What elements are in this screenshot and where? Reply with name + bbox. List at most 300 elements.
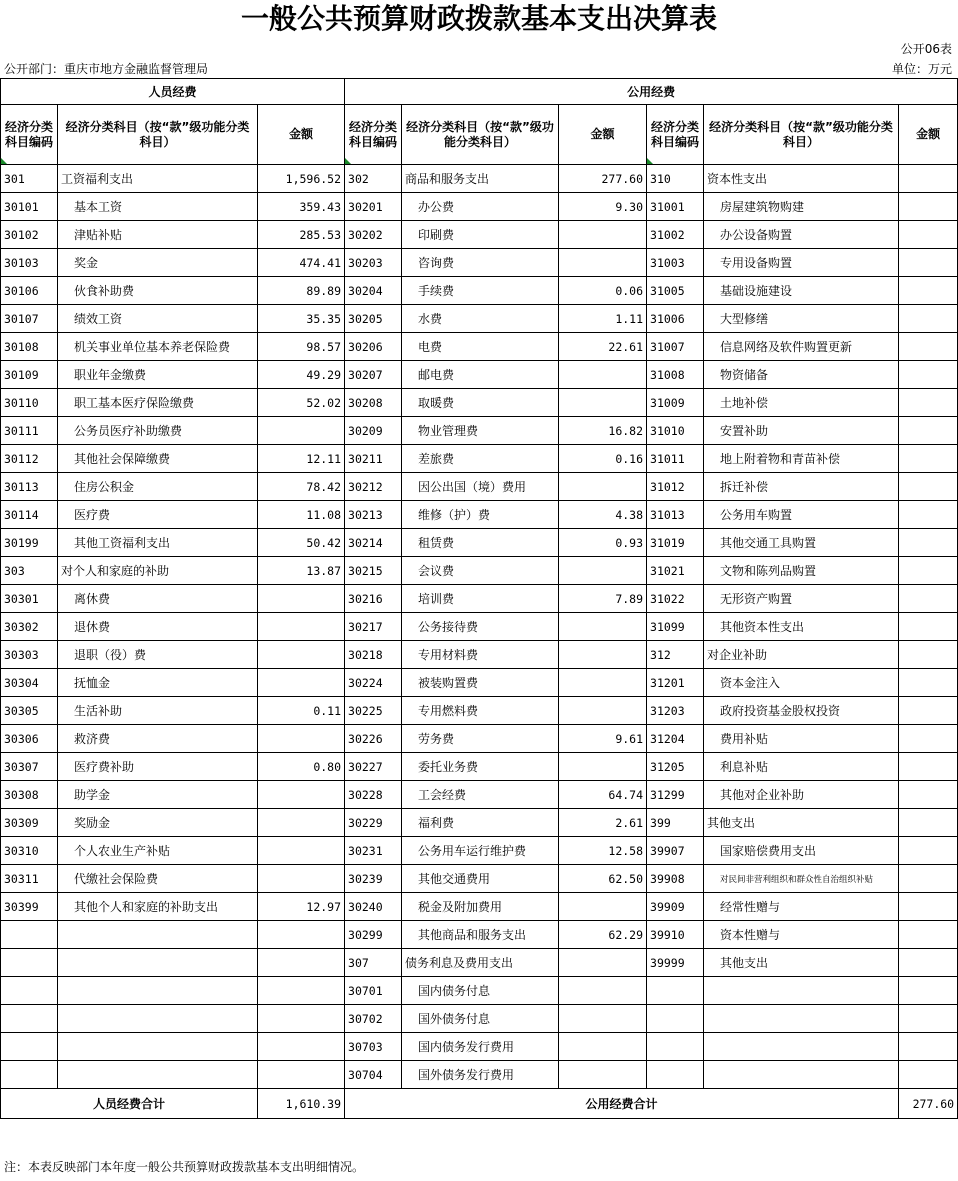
cell-name: 委托业务费: [402, 753, 559, 781]
totals-row: [1, 1089, 958, 1119]
cell-code: 31205: [647, 753, 704, 781]
cell-name: 商品和服务支出: [402, 165, 559, 193]
cell-code: 30203: [345, 249, 402, 277]
cell-code: 31006: [647, 305, 704, 333]
cell-code: 30225: [345, 697, 402, 725]
report-title: 一般公共预算财政拨款基本支出决算表: [240, 2, 717, 35]
cell-code: 30110: [1, 389, 58, 417]
cell-code: [1, 1005, 58, 1033]
cell-code: 30240: [345, 893, 402, 921]
table-row: [1, 781, 958, 809]
cell-amount: [899, 333, 958, 361]
cell-code: 30228: [345, 781, 402, 809]
cell-code: [647, 1033, 704, 1061]
cell-amount: 0.16: [559, 445, 647, 473]
cell-name: 取暖费: [402, 389, 559, 417]
cell-name: 专用设备购置: [704, 249, 899, 277]
cell-code: 30113: [1, 473, 58, 501]
cell-code: 30399: [1, 893, 58, 921]
table-row: [1, 865, 958, 893]
cell-name: 公务用车运行维护费: [402, 837, 559, 865]
cell-name: 地上附着物和青苗补偿: [704, 445, 899, 473]
table-row: [1, 557, 958, 585]
cell-amount: [258, 613, 345, 641]
cell-amount: [559, 361, 647, 389]
cell-amount: 9.30: [559, 193, 647, 221]
cell-name: 安置补助: [704, 417, 899, 445]
cell-name: 因公出国（境）费用: [402, 473, 559, 501]
header-name: 经济分类科目（按“款”级功能分类科目）: [704, 105, 899, 165]
section-public: 公用经费: [345, 79, 958, 105]
cell-name: 救济费: [58, 725, 258, 753]
cell-amount: [559, 389, 647, 417]
cell-name: 邮电费: [402, 361, 559, 389]
cell-code: 39909: [647, 893, 704, 921]
cell-amount: 64.74: [559, 781, 647, 809]
cell-name: 对个人和家庭的补助: [58, 557, 258, 585]
cell-amount: [899, 613, 958, 641]
cell-code: 30211: [345, 445, 402, 473]
cell-amount: [258, 865, 345, 893]
cell-name: 被装购置费: [402, 669, 559, 697]
cell-name: 培训费: [402, 585, 559, 613]
cell-amount: [258, 641, 345, 669]
cell-code: [647, 977, 704, 1005]
cell-amount: [559, 1033, 647, 1061]
cell-amount: 11.08: [258, 501, 345, 529]
cell-amount: [258, 837, 345, 865]
cell-amount: [899, 193, 958, 221]
cell-amount: [258, 977, 345, 1005]
cell-amount: [899, 753, 958, 781]
personnel-total-value: 1,610.39: [258, 1089, 345, 1119]
cell-code: 30704: [345, 1061, 402, 1089]
cell-name: [58, 921, 258, 949]
cell-amount: [559, 221, 647, 249]
department-label: 公开部门：重庆市地方金融监督管理局: [4, 62, 209, 76]
cell-name: 物资储备: [704, 361, 899, 389]
cell-amount: [899, 809, 958, 837]
unit-label: 单位：万元: [891, 62, 952, 76]
table-row: [1, 669, 958, 697]
cell-code: 39907: [647, 837, 704, 865]
cell-code: 30199: [1, 529, 58, 557]
cell-amount: 0.11: [258, 697, 345, 725]
cell-code: 30702: [345, 1005, 402, 1033]
cell-amount: 50.42: [258, 529, 345, 557]
cell-amount: [258, 1033, 345, 1061]
cell-code: 30107: [1, 305, 58, 333]
cell-amount: 1.11: [559, 305, 647, 333]
header-code: 经济分类科目编码: [345, 105, 402, 165]
cell-code: 30109: [1, 361, 58, 389]
cell-amount: 12.97: [258, 893, 345, 921]
cell-code: 30301: [1, 585, 58, 613]
cell-code: 30114: [1, 501, 58, 529]
cell-code: 39910: [647, 921, 704, 949]
cell-name: 资本金注入: [704, 669, 899, 697]
cell-code: 30112: [1, 445, 58, 473]
cell-name: 大型修缮: [704, 305, 899, 333]
cell-name: 工资福利支出: [58, 165, 258, 193]
cell-name: 对民间非营利组织和群众性自治组织补贴: [704, 865, 899, 893]
table-row: [1, 893, 958, 921]
cell-name: 国家赔偿费用支出: [704, 837, 899, 865]
cell-name: 国内债务付息: [402, 977, 559, 1005]
cell-name: 津贴补贴: [58, 221, 258, 249]
cell-name: 福利费: [402, 809, 559, 837]
cell-amount: [899, 557, 958, 585]
cell-amount: 16.82: [559, 417, 647, 445]
cell-code: 30106: [1, 277, 58, 305]
cell-name: 其他资本性支出: [704, 613, 899, 641]
cell-amount: [258, 725, 345, 753]
cell-code: 30701: [345, 977, 402, 1005]
cell-name: 个人农业生产补贴: [58, 837, 258, 865]
cell-amount: [899, 529, 958, 557]
cell-name: 印刷费: [402, 221, 559, 249]
cell-name: 劳务费: [402, 725, 559, 753]
table-row: [1, 613, 958, 641]
cell-code: 307: [345, 949, 402, 977]
cell-code: 30111: [1, 417, 58, 445]
cell-name: 医疗费补助: [58, 753, 258, 781]
cell-marker-icon: [1, 158, 7, 164]
cell-name: 国外债务发行费用: [402, 1061, 559, 1089]
cell-amount: [899, 585, 958, 613]
cell-code: 30224: [345, 669, 402, 697]
cell-code: 30204: [345, 277, 402, 305]
cell-name: 无形资产购置: [704, 585, 899, 613]
cell-name: 代缴社会保险费: [58, 865, 258, 893]
cell-name: 咨询费: [402, 249, 559, 277]
cell-amount: [258, 809, 345, 837]
cell-name: 办公费: [402, 193, 559, 221]
cell-name: 抚恤金: [58, 669, 258, 697]
cell-name: 绩效工资: [58, 305, 258, 333]
cell-code: 30303: [1, 641, 58, 669]
cell-code: [1, 1033, 58, 1061]
cell-code: 30299: [345, 921, 402, 949]
cell-amount: [899, 445, 958, 473]
cell-amount: [899, 837, 958, 865]
cell-code: 301: [1, 165, 58, 193]
cell-name: 其他个人和家庭的补助支出: [58, 893, 258, 921]
cell-amount: [899, 1005, 958, 1033]
cell-amount: 89.89: [258, 277, 345, 305]
public-total-label: 公用经费合计: [345, 1089, 899, 1119]
cell-amount: [559, 557, 647, 585]
cell-name: 职业年金缴费: [58, 361, 258, 389]
cell-amount: [899, 669, 958, 697]
cell-amount: [258, 1061, 345, 1089]
cell-code: 30205: [345, 305, 402, 333]
cell-code: 31002: [647, 221, 704, 249]
cell-code: 31201: [647, 669, 704, 697]
cell-name: 信息网络及软件购置更新: [704, 333, 899, 361]
cell-name: 其他商品和服务支出: [402, 921, 559, 949]
cell-code: 31204: [647, 725, 704, 753]
cell-code: 31019: [647, 529, 704, 557]
cell-amount: [559, 697, 647, 725]
cell-name: [58, 1005, 258, 1033]
cell-name: 拆迁补偿: [704, 473, 899, 501]
cell-name: 租赁费: [402, 529, 559, 557]
cell-name: [704, 977, 899, 1005]
table-row: [1, 473, 958, 501]
cell-name: 公务员医疗补助缴费: [58, 417, 258, 445]
cell-name: 其他支出: [704, 949, 899, 977]
cell-amount: 49.29: [258, 361, 345, 389]
cell-amount: 1,596.52: [258, 165, 345, 193]
cell-code: [647, 1061, 704, 1089]
cell-name: 退休费: [58, 613, 258, 641]
cell-name: 退职（役）费: [58, 641, 258, 669]
cell-name: 工会经费: [402, 781, 559, 809]
cell-code: 30309: [1, 809, 58, 837]
cell-name: 费用补贴: [704, 725, 899, 753]
cell-code: 30229: [345, 809, 402, 837]
cell-code: 30307: [1, 753, 58, 781]
table-row: [1, 641, 958, 669]
cell-name: 办公设备购置: [704, 221, 899, 249]
cell-code: 30226: [345, 725, 402, 753]
cell-code: 31012: [647, 473, 704, 501]
table-row: [1, 529, 958, 557]
cell-code: 39908: [647, 865, 704, 893]
cell-code: 312: [647, 641, 704, 669]
cell-name: [58, 1061, 258, 1089]
table-row: [1, 697, 958, 725]
cell-name: 住房公积金: [58, 473, 258, 501]
cell-name: 物业管理费: [402, 417, 559, 445]
cell-name: [704, 1005, 899, 1033]
header-code: 经济分类科目编码: [1, 105, 58, 165]
cell-name: 机关事业单位基本养老保险费: [58, 333, 258, 361]
cell-code: [1, 949, 58, 977]
cell-code: 303: [1, 557, 58, 585]
cell-amount: [899, 389, 958, 417]
cell-amount: [899, 305, 958, 333]
cell-amount: [899, 697, 958, 725]
cell-code: 30101: [1, 193, 58, 221]
cell-code: 30214: [345, 529, 402, 557]
cell-name: [58, 949, 258, 977]
cell-code: 31001: [647, 193, 704, 221]
cell-code: 31013: [647, 501, 704, 529]
cell-name: 其他支出: [704, 809, 899, 837]
cell-amount: 474.41: [258, 249, 345, 277]
cell-amount: [899, 893, 958, 921]
table-row: [1, 389, 958, 417]
cell-code: 30209: [345, 417, 402, 445]
cell-amount: 7.89: [559, 585, 647, 613]
cell-name: 电费: [402, 333, 559, 361]
header-code: 经济分类科目编码: [647, 105, 704, 165]
cell-name: [704, 1061, 899, 1089]
cell-amount: 13.87: [258, 557, 345, 585]
cell-amount: 359.43: [258, 193, 345, 221]
expenditure-table: [0, 78, 958, 1119]
cell-name: 国外债务付息: [402, 1005, 559, 1033]
cell-amount: [559, 1005, 647, 1033]
table-row: [1, 753, 958, 781]
table-row: [1, 837, 958, 865]
cell-name: 医疗费: [58, 501, 258, 529]
cell-name: 会议费: [402, 557, 559, 585]
cell-amount: [899, 725, 958, 753]
cell-amount: [559, 977, 647, 1005]
cell-name: 手续费: [402, 277, 559, 305]
cell-amount: [899, 165, 958, 193]
cell-code: 30306: [1, 725, 58, 753]
cell-name: 政府投资基金股权投资: [704, 697, 899, 725]
cell-amount: [899, 977, 958, 1005]
cell-code: 30308: [1, 781, 58, 809]
cell-name: 对企业补助: [704, 641, 899, 669]
cell-amount: [899, 361, 958, 389]
cell-code: 31007: [647, 333, 704, 361]
cell-code: 302: [345, 165, 402, 193]
cell-amount: [899, 249, 958, 277]
cell-amount: 0.06: [559, 277, 647, 305]
table-row: [1, 305, 958, 333]
header-amount: 金额: [258, 105, 345, 165]
cell-code: 30102: [1, 221, 58, 249]
footnote: 注：本表反映部门本年度一般公共预算财政拨款基本支出明细情况。: [4, 1160, 365, 1174]
cell-code: [1, 977, 58, 1005]
cell-amount: [559, 753, 647, 781]
cell-code: 310: [647, 165, 704, 193]
cell-code: 31021: [647, 557, 704, 585]
cell-code: 30239: [345, 865, 402, 893]
cell-code: 30201: [345, 193, 402, 221]
cell-name: 其他交通费用: [402, 865, 559, 893]
cell-amount: [559, 249, 647, 277]
cell-name: 利息补贴: [704, 753, 899, 781]
cell-name: 专用材料费: [402, 641, 559, 669]
cell-amount: [559, 613, 647, 641]
cell-code: 31011: [647, 445, 704, 473]
cell-amount: [559, 949, 647, 977]
cell-code: 31099: [647, 613, 704, 641]
table-row: [1, 193, 958, 221]
section-personnel: 人员经费: [1, 79, 345, 105]
header-amount: 金额: [899, 105, 958, 165]
cell-code: 31008: [647, 361, 704, 389]
cell-name: 经常性赠与: [704, 893, 899, 921]
cell-code: 399: [647, 809, 704, 837]
header-name: 经济分类科目（按“款”级功能分类科目）: [402, 105, 559, 165]
cell-amount: [559, 893, 647, 921]
cell-amount: [258, 669, 345, 697]
table-row: [1, 221, 958, 249]
cell-amount: [559, 641, 647, 669]
cell-amount: 62.29: [559, 921, 647, 949]
cell-code: 30103: [1, 249, 58, 277]
cell-amount: [899, 641, 958, 669]
cell-name: [58, 977, 258, 1005]
cell-name: 专用燃料费: [402, 697, 559, 725]
cell-name: 水费: [402, 305, 559, 333]
table-row: [1, 1033, 958, 1061]
cell-amount: [899, 865, 958, 893]
cell-amount: 12.58: [559, 837, 647, 865]
cell-name: 差旅费: [402, 445, 559, 473]
cell-amount: 35.35: [258, 305, 345, 333]
table-row: [1, 501, 958, 529]
table-row: [1, 1061, 958, 1089]
table-row: [1, 445, 958, 473]
cell-name: 资本性支出: [704, 165, 899, 193]
cell-name: 助学金: [58, 781, 258, 809]
cell-amount: [258, 417, 345, 445]
cell-name: 职工基本医疗保险缴费: [58, 389, 258, 417]
table-row: [1, 277, 958, 305]
cell-code: 30310: [1, 837, 58, 865]
table-row: [1, 333, 958, 361]
table-row: [1, 417, 958, 445]
cell-code: 30216: [345, 585, 402, 613]
cell-amount: [258, 949, 345, 977]
cell-amount: 4.38: [559, 501, 647, 529]
header-amount: 金额: [559, 105, 647, 165]
cell-code: [1, 921, 58, 949]
cell-code: [1, 1061, 58, 1089]
cell-amount: [258, 1005, 345, 1033]
cell-name: 奖金: [58, 249, 258, 277]
cell-amount: 285.53: [258, 221, 345, 249]
header-name: 经济分类科目（按“款”级功能分类科目）: [58, 105, 258, 165]
cell-code: [647, 1005, 704, 1033]
table-row: [1, 361, 958, 389]
cell-code: 30215: [345, 557, 402, 585]
cell-amount: [559, 669, 647, 697]
cell-code: 30108: [1, 333, 58, 361]
cell-code: 30208: [345, 389, 402, 417]
cell-code: 31009: [647, 389, 704, 417]
cell-amount: [899, 921, 958, 949]
cell-code: 30202: [345, 221, 402, 249]
cell-amount: 0.80: [258, 753, 345, 781]
cell-amount: 22.61: [559, 333, 647, 361]
cell-name: 基本工资: [58, 193, 258, 221]
cell-amount: [899, 1061, 958, 1089]
cell-marker-icon: [647, 158, 653, 164]
cell-name: [58, 1033, 258, 1061]
cell-code: 31299: [647, 781, 704, 809]
cell-code: 30302: [1, 613, 58, 641]
cell-amount: [899, 501, 958, 529]
cell-code: 31203: [647, 697, 704, 725]
cell-code: 31003: [647, 249, 704, 277]
table-row: [1, 977, 958, 1005]
cell-amount: [899, 781, 958, 809]
cell-name: 奖励金: [58, 809, 258, 837]
cell-amount: 98.57: [258, 333, 345, 361]
cell-code: 31005: [647, 277, 704, 305]
cell-amount: [899, 221, 958, 249]
cell-code: 30218: [345, 641, 402, 669]
cell-name: 基础设施建设: [704, 277, 899, 305]
cell-code: 30311: [1, 865, 58, 893]
cell-code: 30227: [345, 753, 402, 781]
cell-name: 离休费: [58, 585, 258, 613]
cell-amount: 0.93: [559, 529, 647, 557]
cell-name: 债务利息及费用支出: [402, 949, 559, 977]
table-row: [1, 725, 958, 753]
table-row: [1, 249, 958, 277]
